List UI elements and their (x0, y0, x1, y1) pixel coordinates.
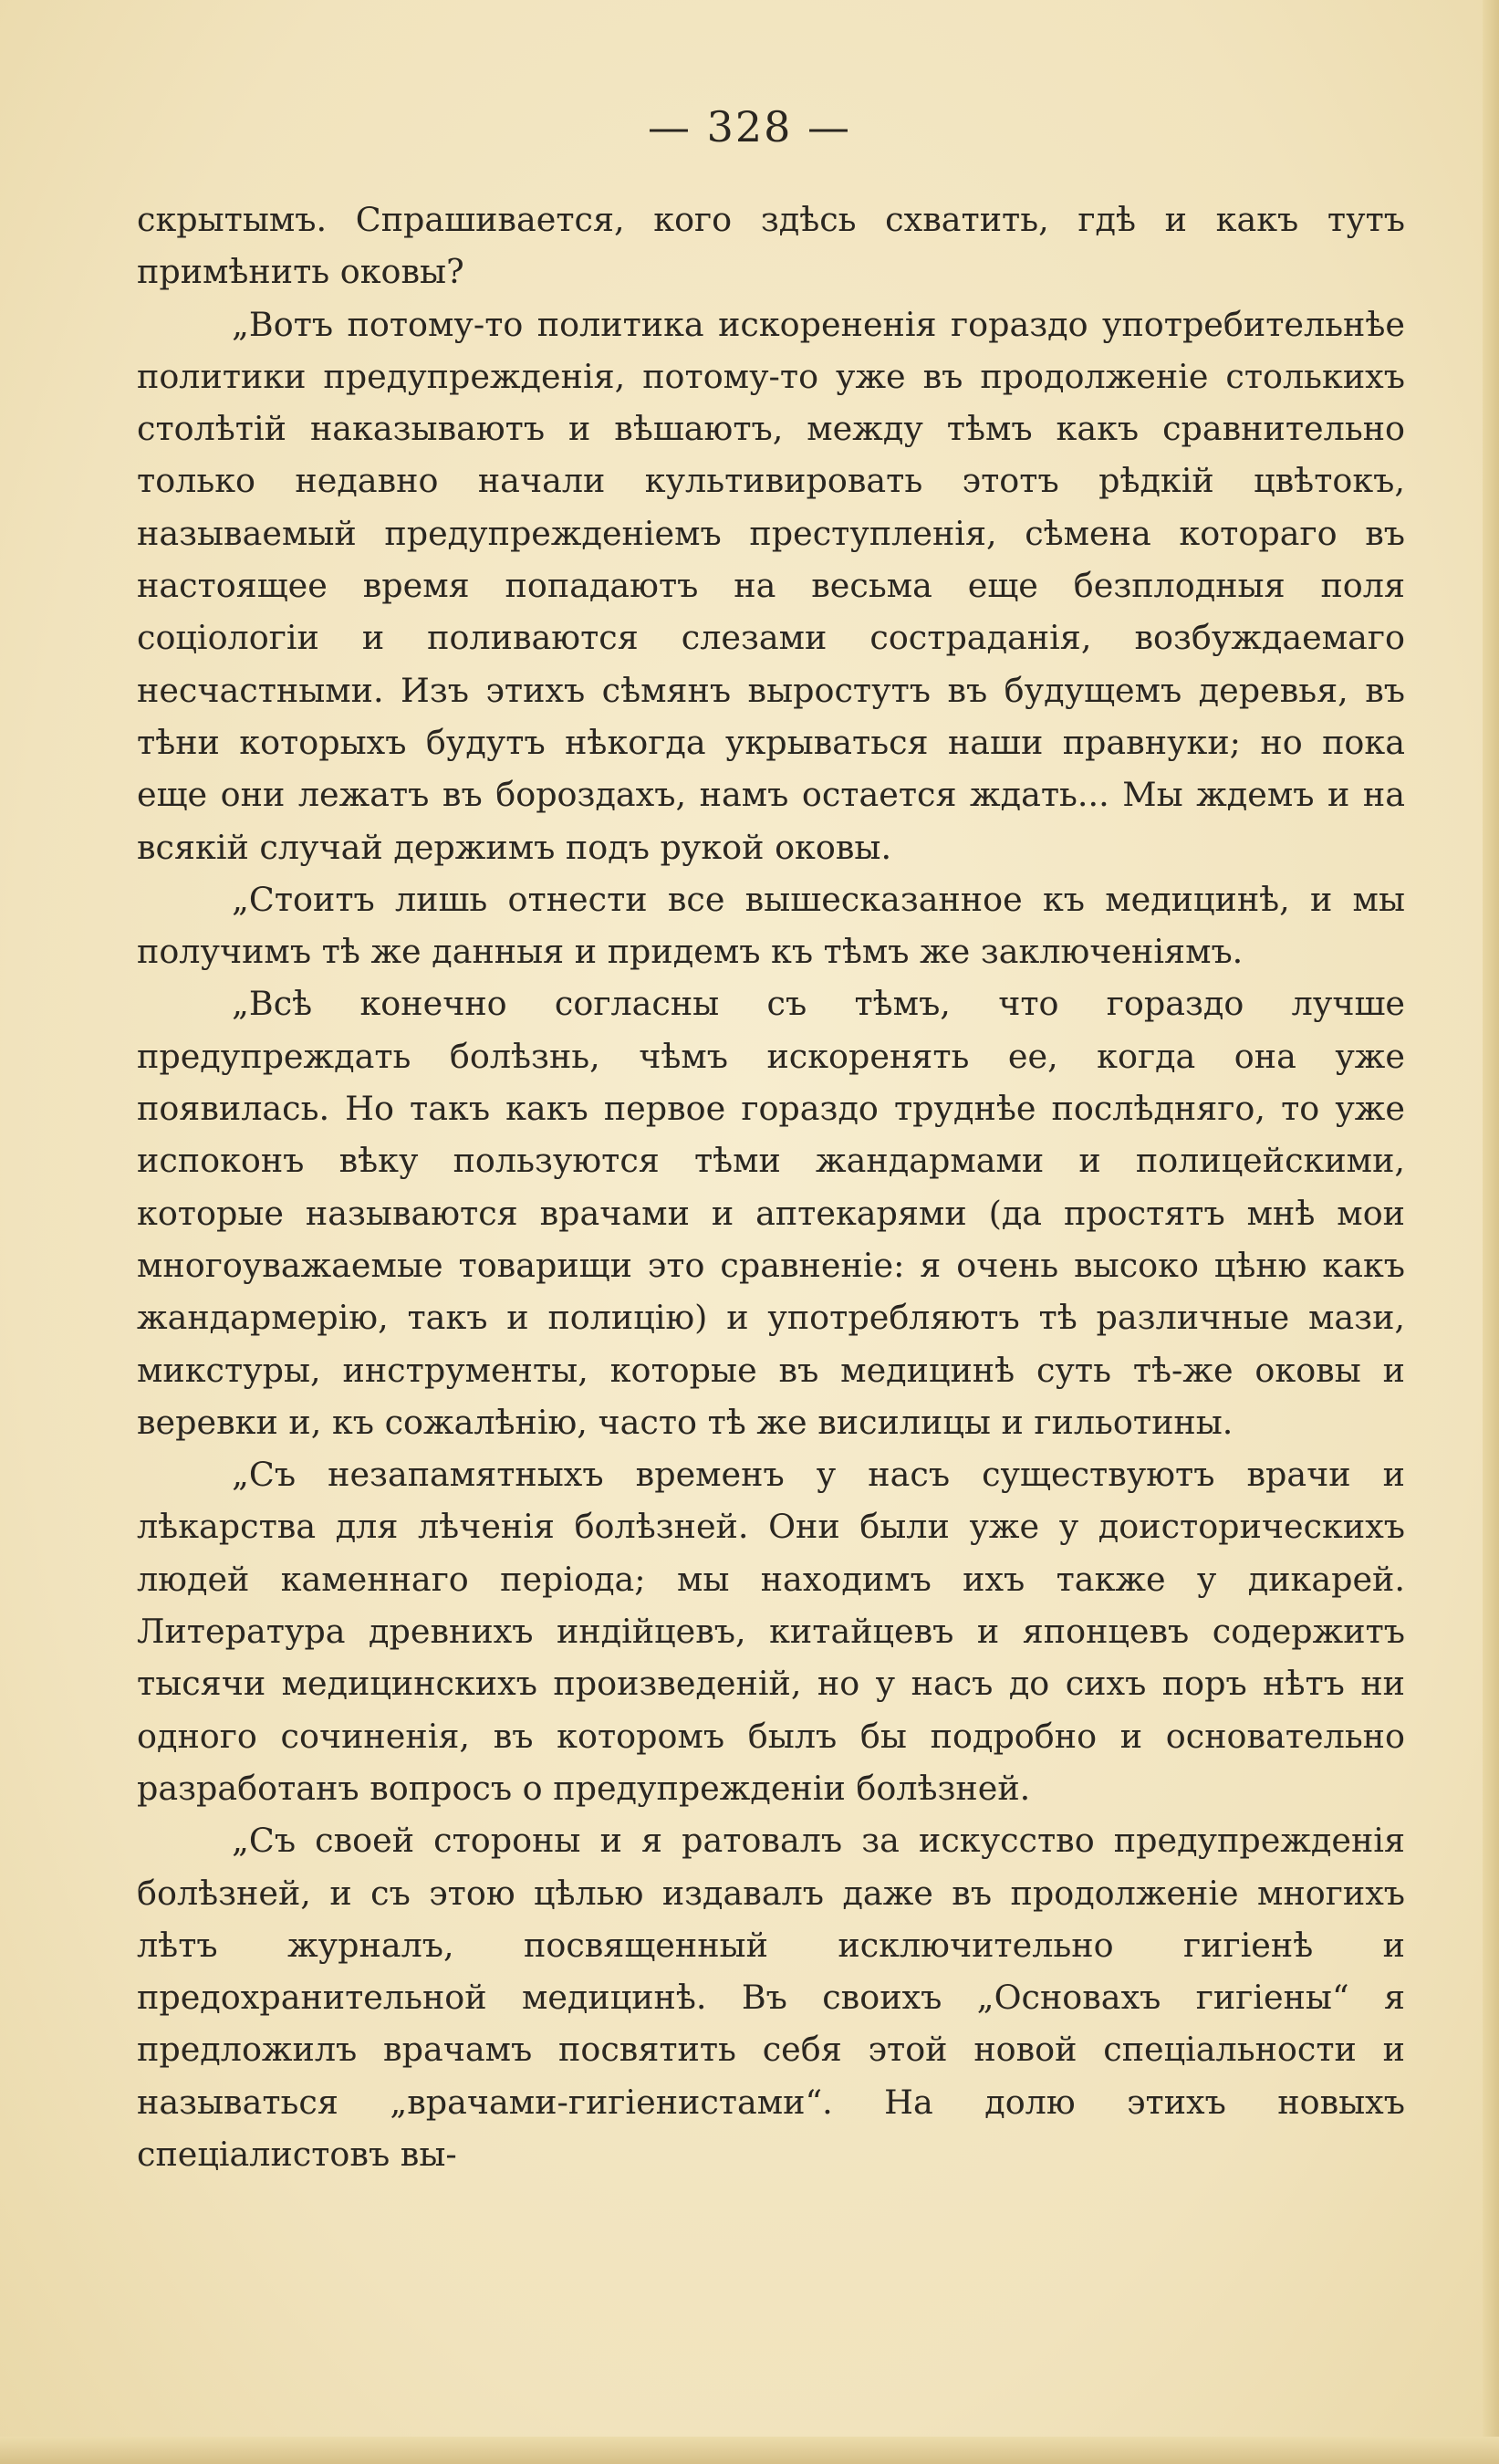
paragraph: „Съ своей стороны и я ратовалъ за искусство предупрежденія болѣзней, и съ этою цѣлью издавалъ даже въ продолженіе многихъ лѣтъ журналъ, посвященный исключительно гигіенѣ и предохранительной медицинѣ. Въ своихъ „Основахъ гигіены“ я предложилъ врачамъ посвятить себя этой новой спеціальности и называться „врачами-гигіенистами“. На долю этихъ новыхъ спеціалистовъ вы- (137, 1821, 1405, 2174)
paragraph: „Всѣ конечно согласны съ тѣмъ, что гораздо лучше предупреждать болѣзнь, чѣмъ искоренять ее, когда она уже появилась. Но такъ какъ первое гораздо труднѣе послѣдняго, то уже испоконъ вѣку пользуются тѣми жандармами и полицейскими, которые называются врачами и аптекарями (да простятъ мнѣ мои многоуважаемые товарищи это сравненіе: я очень высоко цѣню какъ жандармерію, такъ и полицію) и употребляютъ тѣ различные мази, микстуры, инструменты, которые въ медицинѣ суть тѣ-же оковы и веревки и, къ сожалѣнію, часто тѣ же висилицы и гильотины. (137, 984, 1405, 1442)
paragraph: скрытымъ. Спрашивается, кого здѣсь схватить, гдѣ и какъ тутъ примѣнить оковы? (137, 200, 1405, 292)
page-number: — 328 — (647, 102, 852, 151)
page-edge-bottom (0, 2437, 1499, 2464)
page-edge-right (1483, 0, 1499, 2464)
body-text (137, 193, 1405, 2180)
paragraph: „Съ незапамятныхъ временъ у насъ существуютъ врачи и лѣкарства для лѣченія болѣзней. Они были уже у доисторическихъ людей каменнаго періода; мы находимъ ихъ также у дикарей. Литература древнихъ индійцевъ, китайцевъ и японцевъ содержитъ тысячи медицинскихъ произведеній, но у насъ до сихъ поръ нѣтъ ни одного сочиненія, въ которомъ былъ бы подробно и основательно разработанъ вопросъ о предупрежденіи болѣзней. (137, 1455, 1405, 1808)
paragraph: „Стоитъ лишь отнести все вышесказанное къ медицинѣ, и мы получимъ тѣ же данныя и придемъ къ тѣмъ же заключеніямъ. (137, 879, 1405, 972)
paragraph: „Вотъ потому-то политика искорененія гораздо употребительнѣе политики предупрежденія, потому-то уже въ продолженіе столькихъ столѣтій наказываютъ и вѣшаютъ, между тѣмъ какъ сравнительно только недавно начали культивировать этотъ рѣдкій цвѣтокъ, называемый предупрежденіемъ преступленія, сѣмена котораго въ настоящее время попадаютъ на весьма еще безплодныя поля соціологіи и поливаются слезами состраданія, возбуждаемаго несчастными. Изъ этихъ сѣмянъ выростутъ въ будущемъ деревья, въ тѣни которыхъ будутъ нѣкогда укрываться наши правнуки; но пока еще они лежатъ въ бороздахъ, намъ остается ждать... Мы ждемъ и на всякій случай держимъ подъ рукой оковы. (137, 304, 1405, 867)
